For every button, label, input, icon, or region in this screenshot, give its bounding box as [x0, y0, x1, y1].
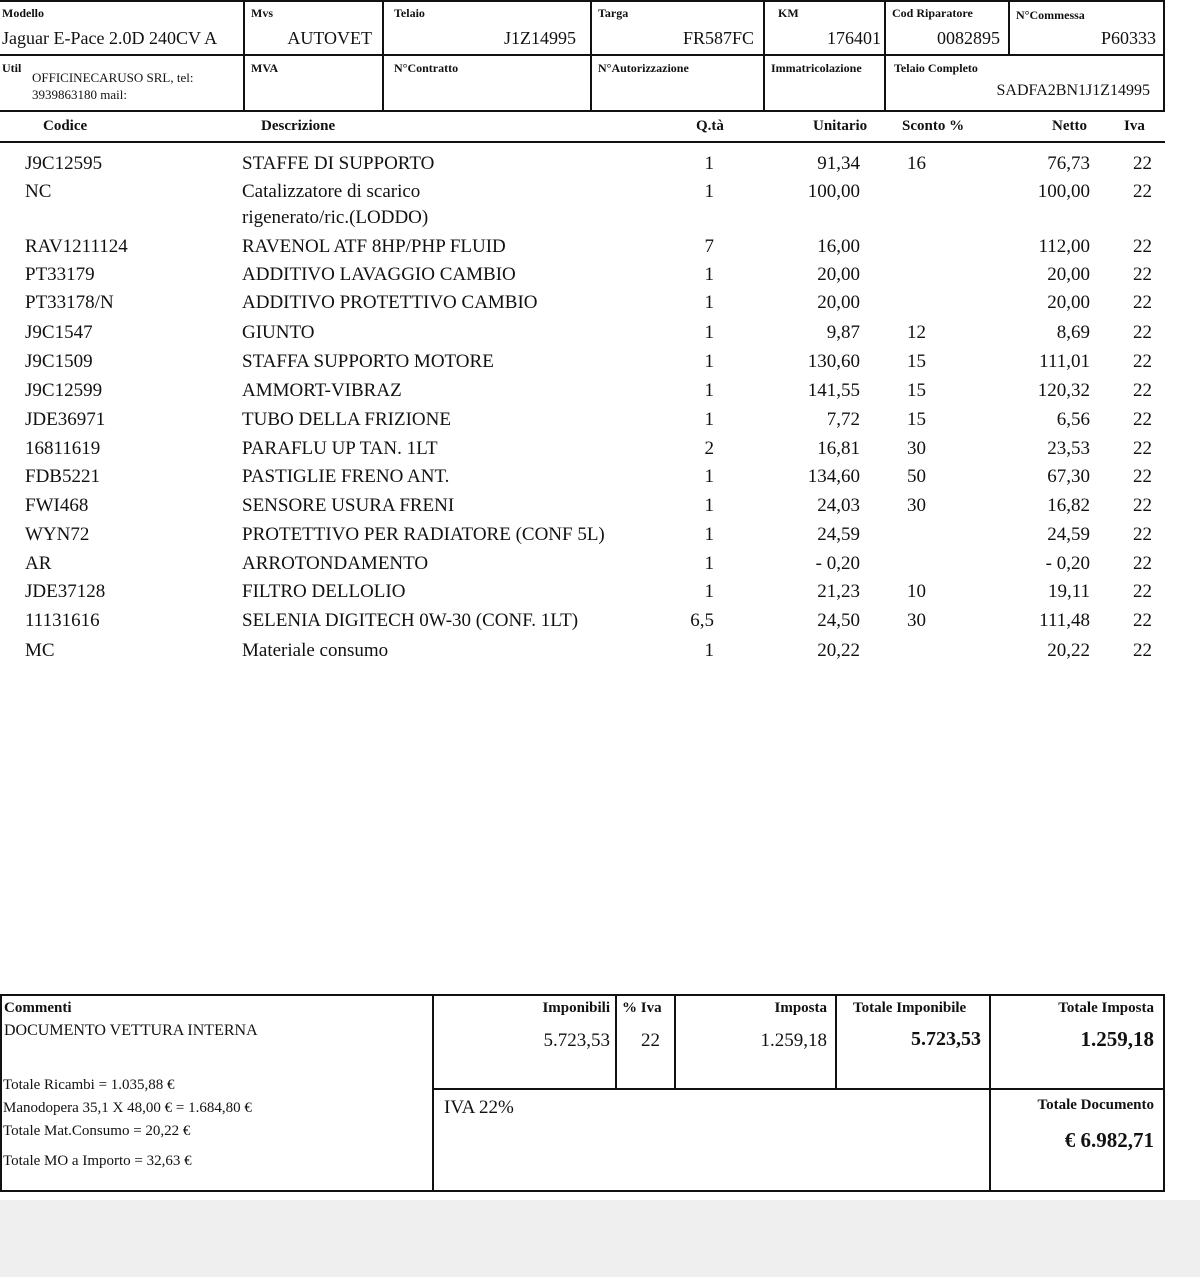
cell-netto: 8,69	[1056, 322, 1090, 343]
cell-iva: 22	[1133, 438, 1152, 459]
summary-divider	[432, 994, 434, 1192]
cell-iva: 22	[1133, 466, 1152, 487]
telaio-completo-label: Telaio Completo	[894, 61, 978, 75]
header-divider	[590, 0, 592, 111]
totale-documento-value: € 6.982,71	[1064, 1128, 1154, 1152]
cell-qta: 1	[704, 264, 714, 285]
cell-qta: 1	[704, 524, 714, 545]
header-mid-border	[0, 54, 1165, 56]
cell-codice: PT33179	[25, 264, 95, 285]
cell-iva: 22	[1133, 264, 1152, 285]
commessa-label: N°Commessa	[1016, 8, 1085, 22]
cell-codice: NC	[25, 181, 52, 202]
cod-riparatore-label: Cod Riparatore	[892, 6, 973, 20]
header-divider	[243, 0, 245, 111]
cell-qta: 1	[704, 581, 714, 602]
cell-codice: MC	[25, 640, 55, 661]
commenti-label: Commenti	[4, 1000, 72, 1016]
km-value: 176401	[827, 28, 881, 48]
cell-iva: 22	[1133, 581, 1152, 602]
cell-iva: 22	[1133, 495, 1152, 516]
col-unitario: Unitario	[813, 118, 868, 134]
viewer-background	[0, 1200, 1200, 1277]
cell-unitario: 20,00	[817, 264, 860, 285]
cell-iva: 22	[1133, 553, 1152, 574]
immatricolazione-label: Immatricolazione	[771, 61, 862, 75]
cell-descrizione: PARAFLU UP TAN. 1LT	[242, 438, 438, 459]
cell-descrizione: Catalizzatore di scarico	[242, 181, 421, 202]
cell-qta: 1	[704, 495, 714, 516]
mvs-label: Mvs	[251, 6, 273, 20]
cell-netto: 111,01	[1039, 351, 1090, 372]
cell-iva: 22	[1133, 153, 1152, 174]
modello-value: Jaguar E-Pace 2.0D 240CV A	[2, 28, 218, 48]
cell-descrizione: ADDITIVO PROTETTIVO CAMBIO	[242, 292, 538, 313]
cell-unitario: - 0,20	[815, 553, 860, 574]
cell-qta: 1	[704, 153, 714, 174]
summary-mid-border	[433, 1088, 1165, 1090]
cell-qta: 1	[704, 380, 714, 401]
cell-descrizione: ARROTONDAMENTO	[242, 553, 429, 574]
cell-netto: 20,22	[1047, 640, 1090, 661]
cell-qta: 7	[704, 236, 714, 257]
cell-descrizione: ADDITIVO LAVAGGIO CAMBIO	[242, 264, 516, 285]
summary-right-border	[1163, 994, 1165, 1192]
cell-netto: 67,30	[1047, 466, 1090, 487]
cell-codice: J9C1547	[25, 322, 93, 343]
cell-unitario: 20,00	[817, 292, 860, 313]
totale-mat-consumo: Totale Mat.Consumo = 20,22 €	[3, 1123, 191, 1139]
cell-unitario: 91,34	[817, 153, 860, 174]
cell-unitario: 141,55	[807, 380, 860, 401]
cell-descrizione: AMMORT-VIBRAZ	[242, 380, 402, 401]
telaio-value: J1Z14995	[504, 28, 576, 48]
cell-codice: RAV1211124	[25, 236, 128, 257]
cell-iva: 22	[1133, 322, 1152, 343]
modello-label: Modello	[2, 6, 44, 20]
cell-unitario: 24,59	[817, 524, 860, 545]
telaio-label: Telaio	[394, 6, 425, 20]
cell-iva: 22	[1133, 292, 1152, 313]
cell-netto: - 0,20	[1045, 553, 1090, 574]
cell-codice: 11131616	[25, 610, 100, 631]
summary-divider	[615, 994, 617, 1090]
totale-imposta-value: 1.259,18	[1080, 1027, 1154, 1051]
cell-sconto: 12	[907, 322, 926, 343]
cell-sconto: 15	[907, 351, 926, 372]
cell-netto: 112,00	[1038, 236, 1090, 257]
iva-pct-value: 22	[641, 1030, 660, 1051]
cell-sconto: 15	[907, 409, 926, 430]
cell-qta: 1	[704, 553, 714, 574]
imposta-value: 1.259,18	[760, 1030, 827, 1051]
cell-codice: JDE37128	[25, 581, 106, 602]
cell-qta: 1	[704, 322, 714, 343]
summary-divider	[989, 994, 991, 1192]
cell-codice: J9C1509	[25, 351, 93, 372]
cell-qta: 6,5	[690, 610, 714, 631]
cell-iva: 22	[1133, 236, 1152, 257]
cell-netto: 120,32	[1037, 380, 1090, 401]
cell-codice: JDE36971	[25, 409, 106, 430]
cell-unitario: 24,03	[817, 495, 860, 516]
cell-codice: AR	[25, 553, 52, 574]
cell-netto: 24,59	[1047, 524, 1090, 545]
manodopera: Manodopera 35,1 X 48,00 € = 1.684,80 €	[3, 1100, 252, 1116]
imponibili-label: Imponibili	[542, 1000, 610, 1016]
util-value	[32, 69, 193, 103]
cell-unitario: 20,22	[817, 640, 860, 661]
totale-imponibile-value: 5.723,53	[911, 1028, 981, 1050]
cell-unitario: 16,00	[817, 236, 860, 257]
cell-descrizione-line2: rigenerato/ric.(LODDO)	[242, 207, 429, 228]
util-value-line1: OFFICINECARUSO SRL, tel:	[32, 70, 194, 85]
cell-qta: 1	[704, 466, 714, 487]
col-codice: Codice	[43, 118, 88, 134]
commessa-value: P60333	[1100, 28, 1156, 48]
cell-sconto: 30	[907, 610, 926, 631]
cell-netto: 6,56	[1056, 409, 1090, 430]
totale-documento-label: Totale Documento	[1037, 1097, 1154, 1113]
cell-iva: 22	[1133, 409, 1152, 430]
cell-iva: 22	[1133, 640, 1152, 661]
header-bottom-border	[0, 110, 1165, 112]
header-divider	[884, 0, 886, 111]
cell-descrizione: TUBO DELLA FRIZIONE	[242, 409, 451, 430]
cell-unitario: 24,50	[817, 610, 860, 631]
cell-iva: 22	[1133, 181, 1152, 202]
cell-iva: 22	[1133, 380, 1152, 401]
cell-unitario: 7,72	[826, 409, 860, 430]
mva-label: MVA	[251, 61, 279, 75]
header-right-border	[1163, 0, 1165, 111]
cell-unitario: 9,87	[826, 322, 860, 343]
cell-sconto: 30	[907, 495, 926, 516]
targa-label: Targa	[598, 6, 629, 20]
summary-divider	[674, 994, 676, 1090]
header-divider	[382, 0, 384, 111]
totale-mo-importo: Totale MO a Importo = 32,63 €	[3, 1153, 192, 1169]
cell-sconto: 15	[907, 380, 926, 401]
cell-unitario: 130,60	[807, 351, 860, 372]
cell-codice: J9C12599	[25, 380, 103, 401]
cell-codice: PT33178/N	[25, 292, 114, 313]
targa-value: FR587FC	[682, 28, 754, 48]
cell-descrizione: FILTRO DELLOLIO	[242, 581, 406, 602]
cell-netto: 20,00	[1047, 292, 1090, 313]
cell-unitario: 21,23	[817, 581, 860, 602]
cell-iva: 22	[1133, 351, 1152, 372]
cell-codice: WYN72	[25, 524, 90, 545]
cell-codice: FWI468	[25, 495, 89, 516]
cell-descrizione: STAFFE DI SUPPORTO	[242, 153, 435, 174]
totale-imponibile-label: Totale Imponibile	[853, 1000, 967, 1016]
commenti-value: DOCUMENTO VETTURA INTERNA	[4, 1022, 258, 1039]
contratto-label: N°Contratto	[394, 61, 459, 75]
header-divider	[1008, 0, 1010, 55]
util-value-line2: 3939863180 mail:	[32, 87, 127, 102]
summary-divider	[835, 994, 837, 1090]
mvs-value: AUTOVET	[287, 28, 372, 48]
cell-codice: J9C12595	[25, 153, 103, 174]
header-top-border	[0, 0, 1165, 2]
col-sconto: Sconto %	[902, 118, 965, 134]
cell-qta: 1	[704, 181, 714, 202]
cell-qta: 1	[704, 409, 714, 430]
km-label: KM	[778, 6, 799, 20]
cell-iva: 22	[1133, 524, 1152, 545]
imponibili-value: 5.723,53	[543, 1030, 610, 1051]
col-netto: Netto	[1052, 118, 1087, 134]
cell-descrizione: GIUNTO	[242, 322, 315, 343]
cell-qta: 1	[704, 351, 714, 372]
cell-descrizione: RAVENOL ATF 8HP/PHP FLUID	[242, 236, 506, 257]
cell-descrizione: SENSORE USURA FRENI	[242, 495, 455, 516]
cell-codice: 16811619	[25, 438, 101, 459]
cell-codice: FDB5221	[25, 466, 100, 487]
column-header-border	[0, 141, 1165, 143]
col-iva: Iva	[1124, 118, 1145, 134]
iva-text: IVA 22%	[444, 1097, 514, 1118]
telaio-completo-value: SADFA2BN1J1Z14995	[996, 82, 1150, 99]
cell-iva: 22	[1133, 610, 1152, 631]
totale-imposta-label: Totale Imposta	[1058, 1000, 1154, 1016]
cell-unitario: 100,00	[807, 181, 860, 202]
cell-descrizione: Materiale consumo	[242, 640, 389, 661]
cell-sconto: 16	[907, 153, 926, 174]
cell-unitario: 134,60	[807, 466, 860, 487]
cell-netto: 19,11	[1047, 581, 1090, 602]
cell-qta: 1	[704, 640, 714, 661]
cell-sconto: 50	[907, 466, 926, 487]
cell-sconto: 30	[907, 438, 926, 459]
col-descrizione: Descrizione	[261, 118, 336, 134]
cell-netto: 20,00	[1047, 264, 1090, 285]
cell-netto: 76,73	[1047, 153, 1090, 174]
iva-pct-label: % Iva	[622, 1000, 662, 1016]
util-label: Util	[2, 61, 22, 75]
cell-netto: 100,00	[1037, 181, 1090, 202]
cell-descrizione: STAFFA SUPPORTO MOTORE	[242, 351, 494, 372]
cell-descrizione: PROTETTIVO PER RADIATORE (CONF 5L)	[242, 524, 605, 545]
cod-riparatore-value: 0082895	[937, 28, 1000, 48]
cell-unitario: 16,81	[817, 438, 860, 459]
cell-descrizione: PASTIGLIE FRENO ANT.	[242, 466, 450, 487]
header-divider	[763, 0, 765, 111]
cell-qta: 2	[704, 438, 714, 459]
totale-ricambi: Totale Ricambi = 1.035,88 €	[3, 1077, 175, 1093]
cell-netto: 23,53	[1047, 438, 1090, 459]
cell-descrizione: SELENIA DIGITECH 0W-30 (CONF. 1LT)	[242, 610, 579, 631]
cell-qta: 1	[704, 292, 714, 313]
col-qta: Q.tà	[696, 118, 724, 134]
cell-netto: 111,48	[1039, 610, 1090, 631]
imposta-label: Imposta	[774, 1000, 827, 1016]
autorizzazione-label: N°Autorizzazione	[598, 61, 689, 75]
cell-netto: 16,82	[1047, 495, 1090, 516]
cell-sconto: 10	[907, 581, 926, 602]
summary-left-border	[0, 994, 2, 1192]
